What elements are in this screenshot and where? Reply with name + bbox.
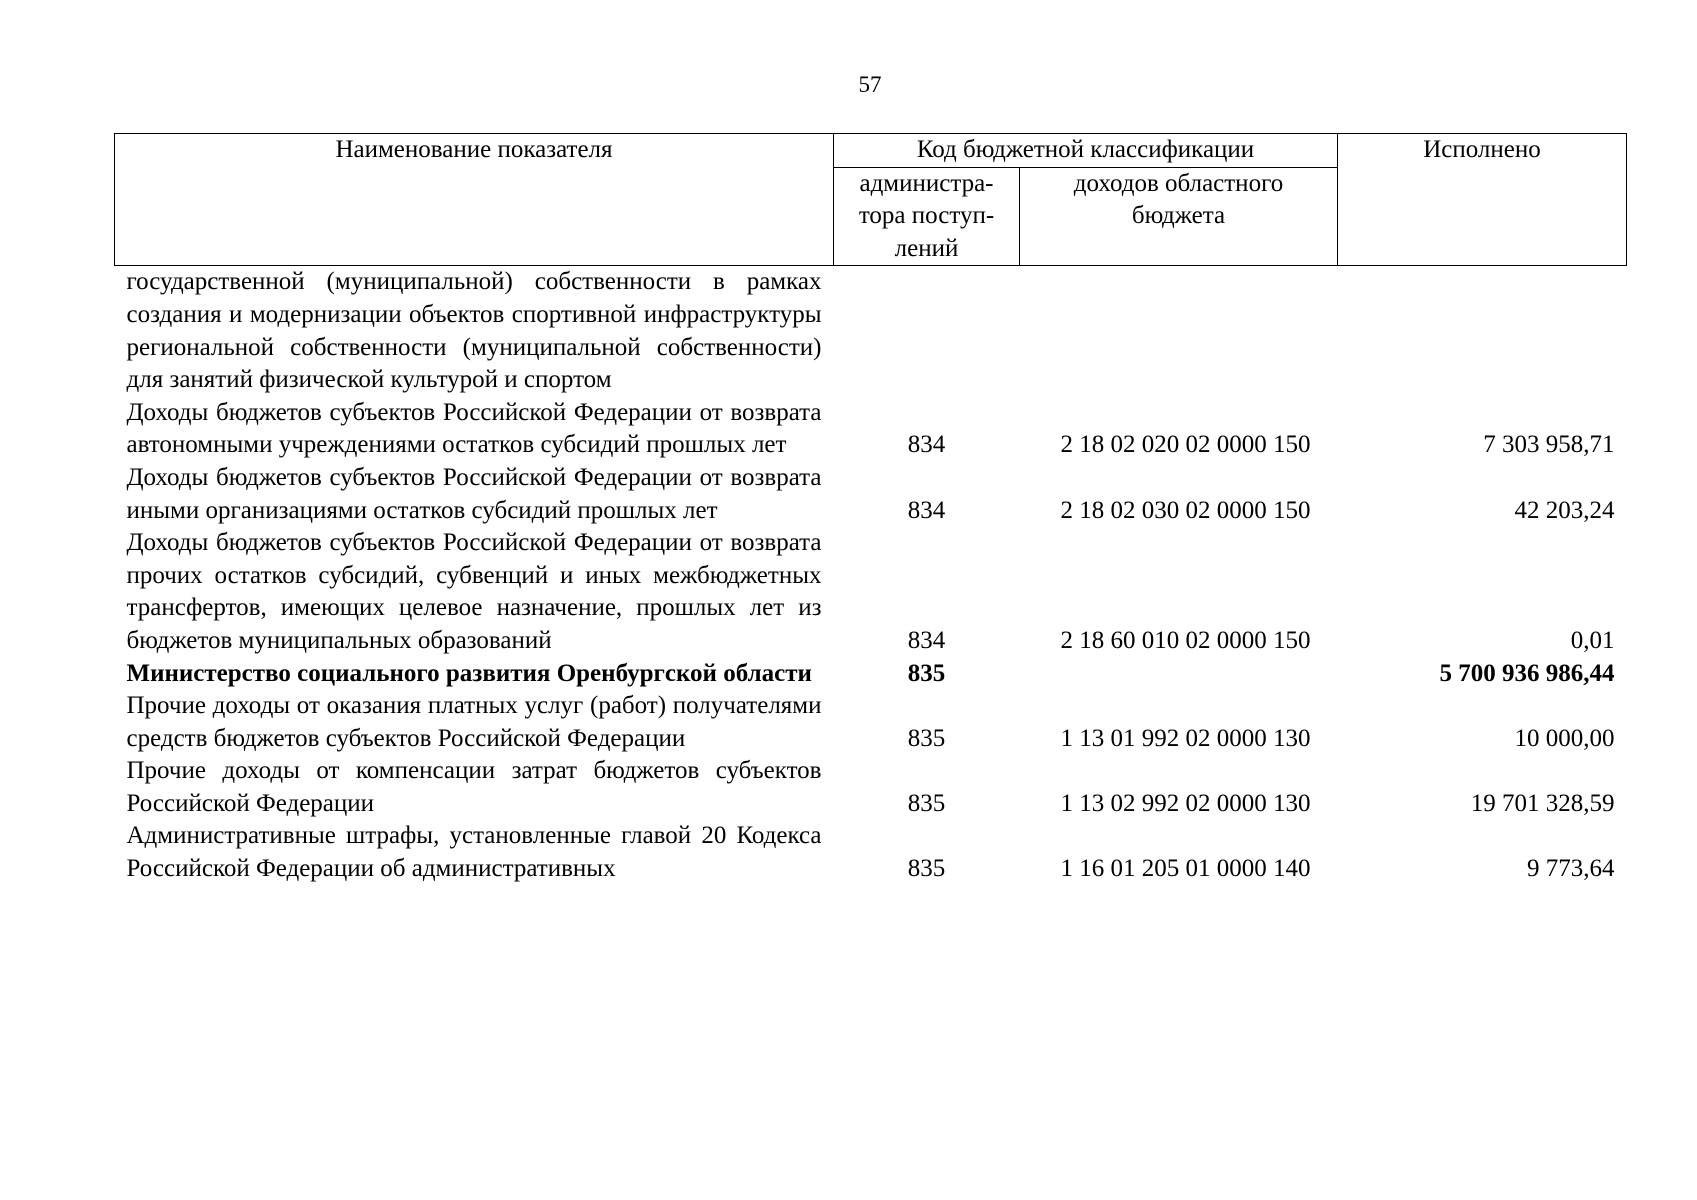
row-admin-code: 835 (907, 659, 946, 687)
table-row (115, 755, 1627, 820)
row-executed: 7 303 958,71 (1483, 431, 1615, 459)
row-executed: 10 000,00 (1514, 724, 1615, 752)
row-income-code: 2 18 02 020 02 0000 150 (1060, 431, 1311, 459)
page-number: 57 (858, 72, 882, 97)
header-executed: Исполнено (1338, 134, 1627, 266)
table-row (115, 690, 1627, 755)
table-row-ministry (115, 658, 1627, 691)
row-income-code (1020, 658, 1338, 691)
row-name: Доходы бюджетов субъектов Российской Федерации от возврата прочих остатков субсидий, субвенций и иных межбюджетных трансфертов, имеющих целевое назначение, прошлых лет из бюджетов муниципальных образований (126, 529, 822, 654)
row-admin-code: 835 (907, 789, 946, 817)
row-executed: 5 700 936 986,44 (1439, 659, 1615, 687)
header-budget-classification-code: Код бюджетной классификации (834, 134, 1338, 168)
row-executed: 9 773,64 (1527, 855, 1615, 883)
row-income-code: 1 16 01 205 01 0000 140 (1060, 855, 1311, 883)
row-name: Доходы бюджетов субъектов Российской Федерации от возврата иными организациями остатков субсидий прошлых лет (126, 463, 822, 524)
table-row (115, 266, 1627, 397)
row-admin-code: 835 (907, 724, 946, 752)
table-body (115, 266, 1627, 886)
budget-income-table (114, 133, 1627, 886)
row-admin-code: 834 (907, 496, 946, 524)
row-executed (1338, 266, 1627, 397)
row-name: Доходы бюджетов субъектов Российской Федерации от возврата автономными учреждениями остатков субсидий прошлых лет (126, 398, 822, 459)
row-income-code: 1 13 02 992 02 0000 130 (1060, 789, 1311, 817)
header-indicator-name: Наименование показателя (115, 134, 834, 266)
row-name: Прочие доходы от оказания платных услуг (работ) получателями средств бюджетов субъектов Российской Федерации (126, 692, 822, 752)
row-name: Административные штрафы, установленные главой 20 Кодекса Российской Федерации об административных (126, 822, 822, 883)
row-income-code: 2 18 60 010 02 0000 150 (1060, 626, 1311, 654)
row-name: Министерство социального развития Оренбургской области (126, 659, 812, 687)
row-admin-code: 834 (907, 431, 946, 459)
table-row (115, 527, 1627, 657)
row-executed: 42 203,24 (1514, 496, 1615, 524)
row-income-code: 1 13 01 992 02 0000 130 (1060, 724, 1311, 752)
table-row (115, 397, 1627, 462)
row-admin-code: 835 (907, 855, 946, 883)
row-name: Прочие доходы от компенсации затрат бюджетов субъектов Российской Федерации (126, 757, 822, 817)
header-regional-budget-income: доходов областного бюджета (1020, 167, 1338, 266)
table-row (115, 462, 1627, 527)
header-administrator: администра-тора поступ-лений (834, 167, 1020, 266)
row-name: государственной (муниципальной) собственности в рамках создания и модернизации объектов спортивной инфраструктуры региональной собственности (муниципальной собственности) для занятий физической культурой и спортом (126, 268, 822, 394)
table-header (115, 134, 1627, 266)
row-admin-code (834, 266, 1020, 397)
row-income-code (1020, 266, 1338, 397)
row-executed: 0,01 (1570, 626, 1615, 654)
row-income-code: 2 18 02 030 02 0000 150 (1060, 496, 1311, 524)
table-row (115, 820, 1627, 885)
row-admin-code: 834 (907, 626, 946, 654)
row-executed: 19 701 328,59 (1470, 789, 1615, 817)
